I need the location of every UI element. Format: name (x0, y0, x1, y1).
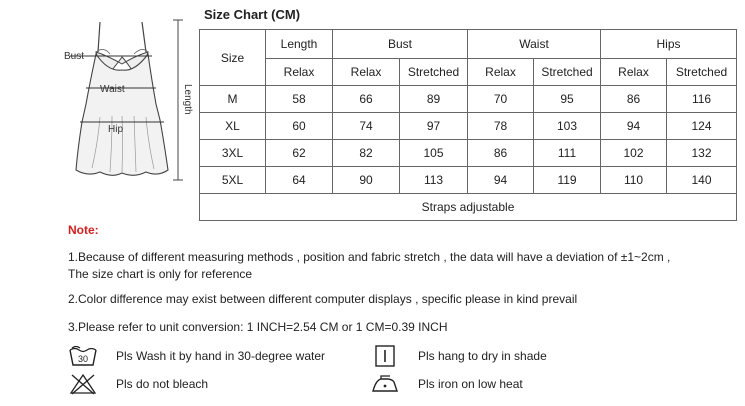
size-header: Size (200, 30, 266, 86)
no-bleach-label: Pls do not bleach (116, 377, 209, 391)
table-cell: 82 (333, 140, 400, 167)
table-row (200, 167, 737, 194)
note-1: 1.Because of different measuring methods , position and fabric stretch , the data will have a deviation of ±1~2cm , (68, 250, 671, 264)
table-cell: 111 (534, 140, 601, 167)
table-cell: 64 (266, 167, 333, 194)
garment-diagram (60, 12, 193, 192)
table-cell: 110 (601, 167, 667, 194)
subheader-cell: Relax (266, 59, 333, 86)
nightdress-illustration (60, 12, 193, 192)
table-header-row (200, 30, 737, 59)
table-cell: 58 (266, 86, 333, 113)
note-3: 3.Please refer to unit conversion: 1 INCH=2.54 CM or 1 CM=0.39 INCH (68, 320, 448, 334)
length-header: Length (266, 30, 333, 59)
no-bleach-icon (68, 372, 98, 396)
care-low-iron (370, 372, 523, 396)
waist-label: Waist (100, 84, 125, 95)
note-title: Note: (68, 223, 99, 237)
table-cell: 66 (333, 86, 400, 113)
hip-label: Hip (108, 124, 124, 135)
hand-wash-label: Pls Wash it by hand in 30-degree water (116, 349, 325, 363)
table-cell: 113 (400, 167, 468, 194)
low-iron-icon (370, 372, 400, 396)
subheader-cell: Stretched (400, 59, 468, 86)
note-1-continued: The size chart is only for reference (68, 267, 253, 281)
table-subheader-row (200, 59, 737, 86)
table-cell: 70 (468, 86, 534, 113)
table-cell: 94 (468, 167, 534, 194)
table-cell: 90 (333, 167, 400, 194)
hand-wash-30-icon (68, 344, 98, 368)
table-row (200, 86, 737, 113)
size-cell: XL (200, 113, 266, 140)
size-chart-table (199, 29, 737, 221)
subheader-cell: Relax (601, 59, 667, 86)
table-cell: 60 (266, 113, 333, 140)
table-cell: 116 (667, 86, 737, 113)
chart-title: Size Chart (CM) (204, 7, 301, 22)
waist-header: Waist (468, 30, 601, 59)
care-hand-wash (68, 344, 325, 368)
bust-header: Bust (333, 30, 468, 59)
hang-dry-label: Pls hang to dry in shade (418, 349, 547, 363)
table-cell: 78 (468, 113, 534, 140)
length-label: Length (182, 84, 193, 115)
table-cell: 103 (534, 113, 601, 140)
bust-label: Bust (64, 51, 85, 62)
low-iron-label: Pls iron on low heat (418, 377, 523, 391)
table-cell: 74 (333, 113, 400, 140)
subheader-cell: Stretched (667, 59, 737, 86)
table-cell: 132 (667, 140, 737, 167)
straps-note: Straps adjustable (200, 194, 737, 221)
care-no-bleach (68, 372, 208, 396)
subheader-cell: Relax (333, 59, 400, 86)
size-cell: M (200, 86, 266, 113)
hang-dry-icon (370, 344, 400, 368)
subheader-cell: Stretched (534, 59, 601, 86)
table-cell: 86 (601, 86, 667, 113)
size-cell: 3XL (200, 140, 266, 167)
table-cell: 102 (601, 140, 667, 167)
table-cell: 86 (468, 140, 534, 167)
table-cell: 140 (667, 167, 737, 194)
table-cell: 95 (534, 86, 601, 113)
table-row (200, 113, 737, 140)
table-cell: 119 (534, 167, 601, 194)
wash-temperature: 30 (77, 354, 89, 364)
care-hang-dry (370, 344, 547, 368)
table-cell: 124 (667, 113, 737, 140)
hips-header: Hips (601, 30, 737, 59)
table-footer-row (200, 194, 737, 221)
table-cell: 97 (400, 113, 468, 140)
table-cell: 62 (266, 140, 333, 167)
subheader-cell: Relax (468, 59, 534, 86)
table-row (200, 140, 737, 167)
table-cell: 94 (601, 113, 667, 140)
table-cell: 105 (400, 140, 468, 167)
note-2: 2.Color difference may exist between different computer displays , specific please in kind prevail (68, 292, 578, 306)
size-cell: 5XL (200, 167, 266, 194)
table-cell: 89 (400, 86, 468, 113)
